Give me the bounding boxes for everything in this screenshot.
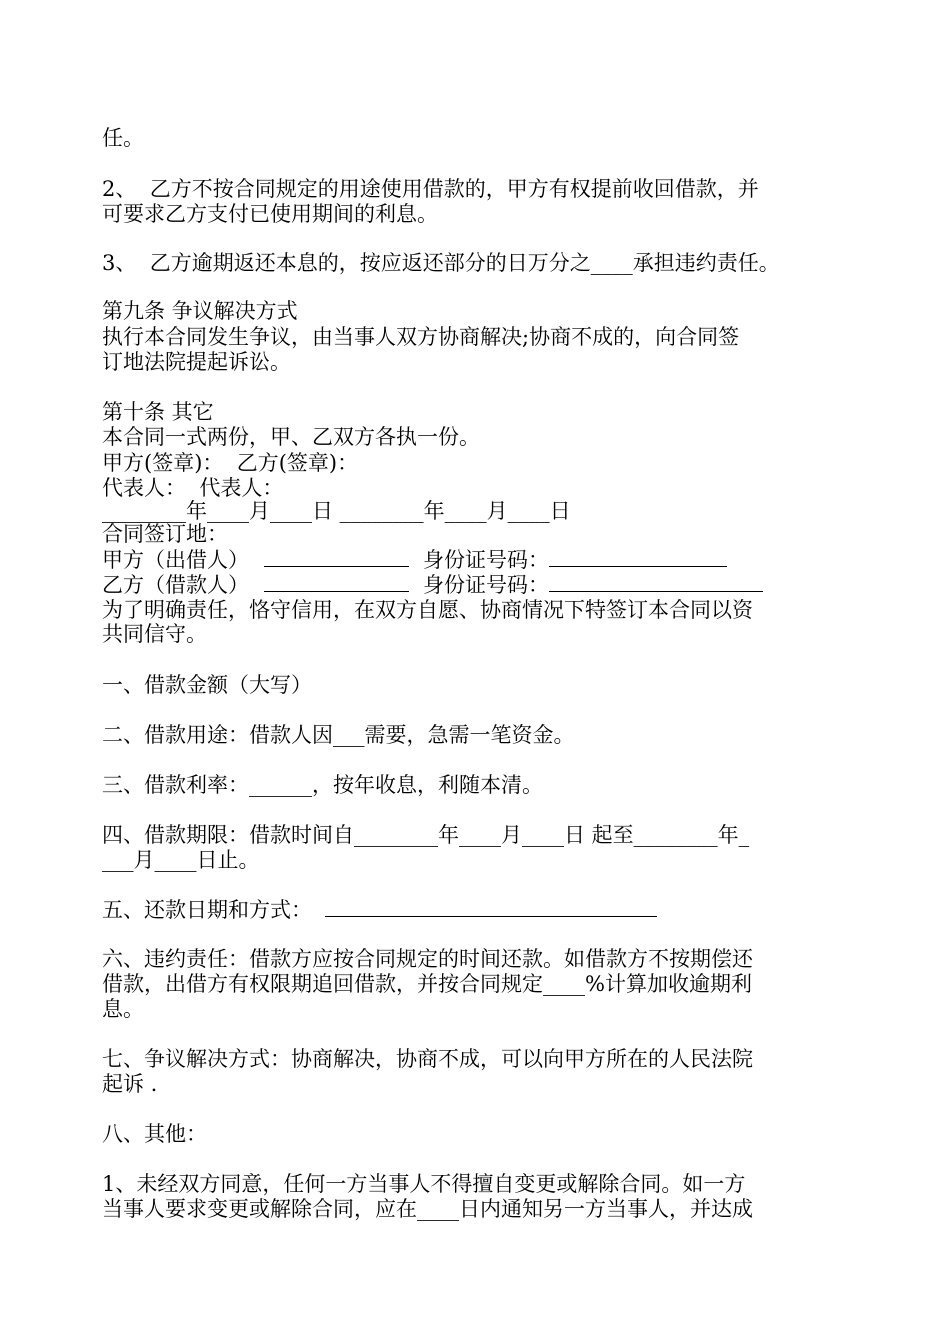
liability-clause: 六、违约责任：借款方应按合同规定的时间还款。如借款方不按期偿还 — [102, 947, 753, 971]
lender-id-label: 身份证号码： — [423, 548, 549, 572]
text-line: 当事人要求变更或解除合同，应在____日内通知另一方当事人，并达成 — [102, 1197, 753, 1221]
text-line: 订地法院提起诉讼。 — [102, 350, 291, 374]
text-line: 起诉 . — [102, 1072, 158, 1096]
loan-term-clause: 四、借款期限：借款时间自________年____月____日 起至________年_ — [102, 823, 750, 847]
borrower-label: 乙方（借款人） — [102, 573, 249, 597]
text-line: 执行本合同发生争议，由当事人双方协商解决;协商不成的，向合同签 — [102, 325, 740, 349]
text-line: 任。 — [102, 126, 144, 150]
borrower-line — [102, 573, 763, 597]
other-heading: 八、其他： — [102, 1122, 207, 1146]
clause-item-3: 3、 乙方逾期返还本息的，按应返还部分的日万分之____承担违约责任。 — [102, 251, 780, 275]
repayment-clause — [102, 898, 657, 922]
lender-name-blank — [264, 548, 409, 567]
text-line: 借款，出借方有权限期追回借款，并按合同规定____%计算加收逾期利 — [102, 972, 752, 996]
repayment-blank — [325, 898, 657, 917]
text-line: 可要求乙方支付已使用期间的利息。 — [102, 202, 438, 226]
borrower-id-blank — [549, 573, 763, 592]
section-heading-article-10: 第十条 其它 — [102, 400, 214, 424]
lender-line — [102, 548, 727, 572]
text-line: 共同信守。 — [102, 622, 207, 646]
loan-purpose-clause: 二、借款用途：借款人因___需要，急需一笔资金。 — [102, 723, 575, 747]
repayment-label: 五、还款日期和方式： — [102, 898, 312, 922]
signing-place-label: 合同签订地： — [102, 522, 228, 546]
borrower-name-blank — [264, 573, 409, 592]
date-line: ________年____月____日 ________年____月____日 — [102, 499, 571, 523]
clause-item-2: 2、 乙方不按合同规定的用途使用借款的，甲方有权提前收回借款，并 — [102, 177, 759, 201]
representative-line: 代表人： 代表人： — [102, 476, 284, 500]
text-line: 本合同一式两份，甲、乙双方各执一份。 — [102, 425, 480, 449]
dispute-clause: 七、争议解决方式：协商解决，协商不成，可以向甲方所在的人民法院 — [102, 1047, 753, 1071]
other-clause-1: 1、未经双方同意，任何一方当事人不得擅自变更或解除合同。如一方 — [102, 1172, 746, 1196]
lender-label: 甲方（出借人） — [102, 548, 249, 572]
loan-amount-clause: 一、借款金额（大写） — [102, 673, 312, 697]
signature-line: 甲方(签章)： 乙方(签章)： — [102, 451, 359, 475]
lender-id-blank — [549, 548, 727, 567]
text-line: 息。 — [102, 997, 144, 1021]
preamble-line: 为了明确责任，恪守信用，在双方自愿、协商情况下特签订本合同以资 — [102, 598, 753, 622]
section-heading-article-9: 第九条 争议解决方式 — [102, 299, 298, 323]
borrower-id-label: 身份证号码： — [423, 573, 549, 597]
interest-rate-clause: 三、借款利率：______，按年收息，利随本清。 — [102, 773, 543, 797]
text-line: ___月____日止。 — [102, 848, 260, 872]
